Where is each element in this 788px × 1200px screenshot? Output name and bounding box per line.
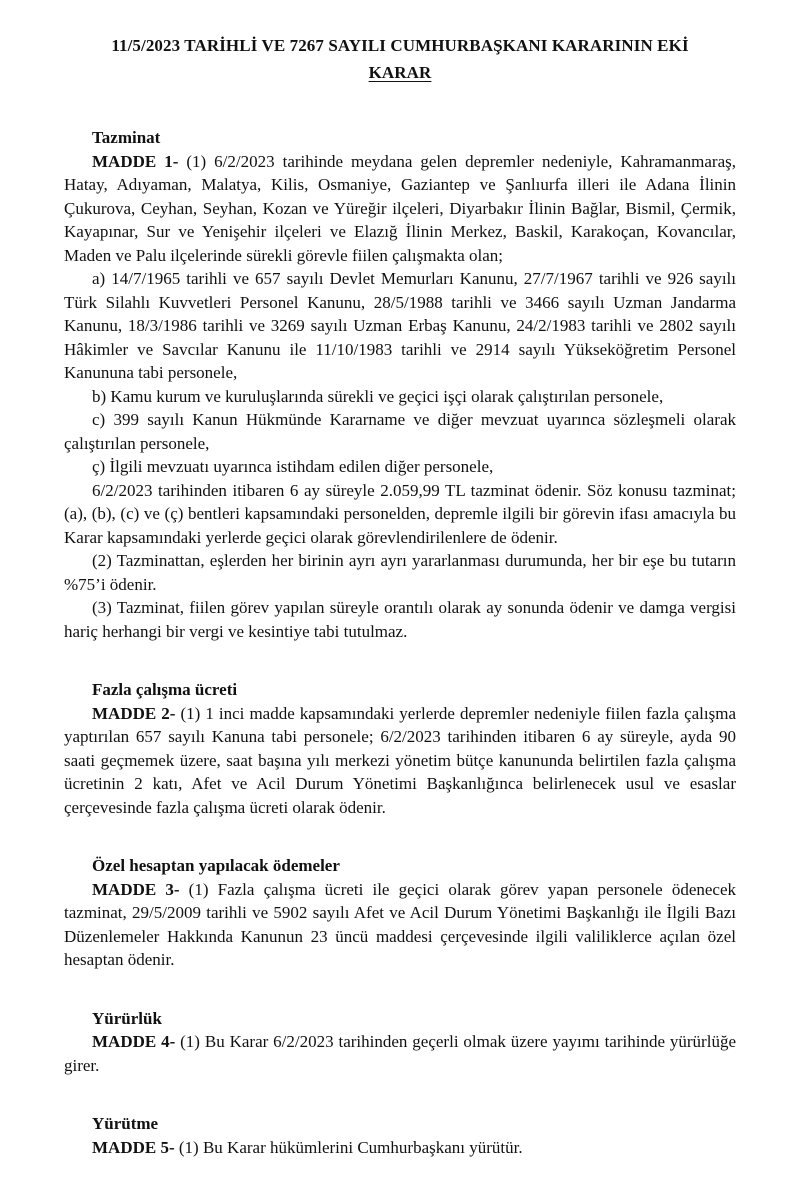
article-number: MADDE 5- <box>92 1137 175 1157</box>
paragraph-text: (2) Tazminattan, eşlerden her birinin ayrı ayrı yararlanması durumunda, her bir eşe bu tutarın %75’i ödenir. <box>64 551 736 594</box>
paragraph <box>64 596 736 643</box>
article-number: MADDE 1- <box>92 151 179 171</box>
section-4 <box>64 1007 736 1078</box>
paragraph-text: c) 399 sayılı Kanun Hükmünde Kararname ve diğer mevzuat uyarınca sözleşmeli olarak çalıştırılan personele, <box>64 410 736 453</box>
paragraph-text: (3) Tazminat, fiilen görev yapılan süreyle orantılı olarak ay sonunda ödenir ve damga vergisi hariç herhangi bir vergi ve kesintiye tabi tutulmaz. <box>64 598 736 641</box>
paragraph <box>64 549 736 596</box>
paragraph-text: (1) Bu Karar 6/2/2023 tarihinden geçerli olmak üzere yayımı tarihinde yürürlüğe girer. <box>64 1032 736 1075</box>
section-heading: Fazla çalışma ücreti <box>92 680 238 699</box>
paragraph <box>64 150 736 268</box>
paragraph-text: (1) Bu Karar hükümlerini Cumhurbaşkanı yürütür. <box>174 1137 523 1157</box>
title-line-2: KARAR <box>368 63 432 82</box>
section-heading: Tazminat <box>92 128 161 147</box>
paragraph <box>64 479 736 550</box>
article-number: MADDE 3- <box>92 879 180 899</box>
paragraph <box>64 455 736 479</box>
section-heading: Yürürlük <box>92 1008 162 1028</box>
document-body <box>64 126 736 1159</box>
paragraph <box>64 1030 736 1077</box>
paragraph-text: (1) 1 inci madde kapsamındaki yerlerde depremler nedeniyle fiilen fazla çalışma yaptırılan 657 sayılı Kanuna tabi personele; 6/2/2023 tarihinden itibaren 6 ay süreyle, ayda 90 saati geçmemek üzere, saat başına yılı merkezi yönetim bütçe kanununda belirtilen fazla çalışma ücretinin 2 katı, Afet ve Acil Durum Yönetimi Başkanlığınca belirlenecek usul ve esaslar çerçevesinde fazla çalışma ücreti olarak ödenir. <box>64 703 736 817</box>
article-number: MADDE 2- <box>92 703 176 723</box>
section-3 <box>64 854 736 972</box>
paragraph <box>64 267 736 385</box>
paragraph <box>64 1136 736 1160</box>
section-1 <box>64 126 736 643</box>
paragraph-text: (1) 6/2/2023 tarihinde meydana gelen depremler nedeniyle, Kahramanmaraş, Hatay, Adıyaman, Malatya, Kilis, Osmaniye, Gaziantep ve Şanlıurfa illeri ile Adana İlinin Çukurova, Ceyhan, Seyhan, Kozan ve Yüreğir ilçeleri, Diyarbakır İlinin Bağlar, Bismil, Çermik, Kayapınar, Sur ve Yenişehir ilçeleri ve Elazığ İlinin Merkez, Baskil, Karakoçan, Kovancılar, Maden ve Palu ilçelerinde sürekli görevle fiilen çalışmakta olan; <box>64 151 736 265</box>
title-line-1: 11/5/2023 TARİHLİ VE 7267 SAYILI CUMHURBAŞKANI KARARININ EKİ <box>111 36 689 55</box>
paragraph-text: ç) İlgili mevzuatı uyarınca istihdam edilen diğer personele, <box>92 457 494 476</box>
paragraph <box>64 878 736 972</box>
paragraph-text: b) Kamu kurum ve kuruluşlarında sürekli ve geçici işçi olarak çalıştırılan personele, <box>92 386 664 406</box>
document-title <box>64 32 736 86</box>
paragraph-text: a) 14/7/1965 tarihli ve 657 sayılı Devlet Memurları Kanunu, 27/7/1967 tarihli ve 926 sayılı Türk Silahlı Kuvvetleri Personel Kanunu, 28/5/1988 tarihli ve 3466 sayılı Uzman Jandarma Kanunu, 18/3/1986 tarihli ve 3269 sayılı Uzman Erbaş Kanunu, 24/2/1983 tarihli ve 2802 sayılı Hâkimler ve Savcılar Kanunu ile 11/10/1983 tarihli ve 2914 sayılı Yükseköğretim Personel Kanununa tabi personele, <box>64 269 736 382</box>
section-2 <box>64 678 736 819</box>
paragraph <box>64 408 736 455</box>
paragraph-text: (1) Fazla çalışma ücreti ile geçici olarak görev yapan personele ödenecek tazminat, 29/5/2009 tarihli ve 5902 sayılı Afet ve Acil Durum Yönetimi Başkanlığı ile İlgili Bazı Düzenlemeler Hakkında Kanunun 23 üncü maddesi çerçevesinde ilgili valiliklerce açılan özel hesaptan ödenir. <box>64 879 736 969</box>
paragraph <box>64 702 736 820</box>
section-heading: Yürütme <box>92 1114 159 1133</box>
section-5 <box>64 1112 736 1159</box>
paragraph-text: 6/2/2023 tarihinden itibaren 6 ay süreyle 2.059,99 TL tazminat ödenir. Söz konusu tazminat; (a), (b), (c) ve (ç) bentleri kapsamındaki personelden, depremle ilgili bir görevin ifası amacıyla bu Karar kapsamındaki yerlerde geçici olarak görevlendirilenlere de ödenir. <box>64 480 736 547</box>
paragraph <box>64 385 736 409</box>
article-number: MADDE 4- <box>92 1032 176 1051</box>
section-heading: Özel hesaptan yapılacak ödemeler <box>92 856 340 875</box>
